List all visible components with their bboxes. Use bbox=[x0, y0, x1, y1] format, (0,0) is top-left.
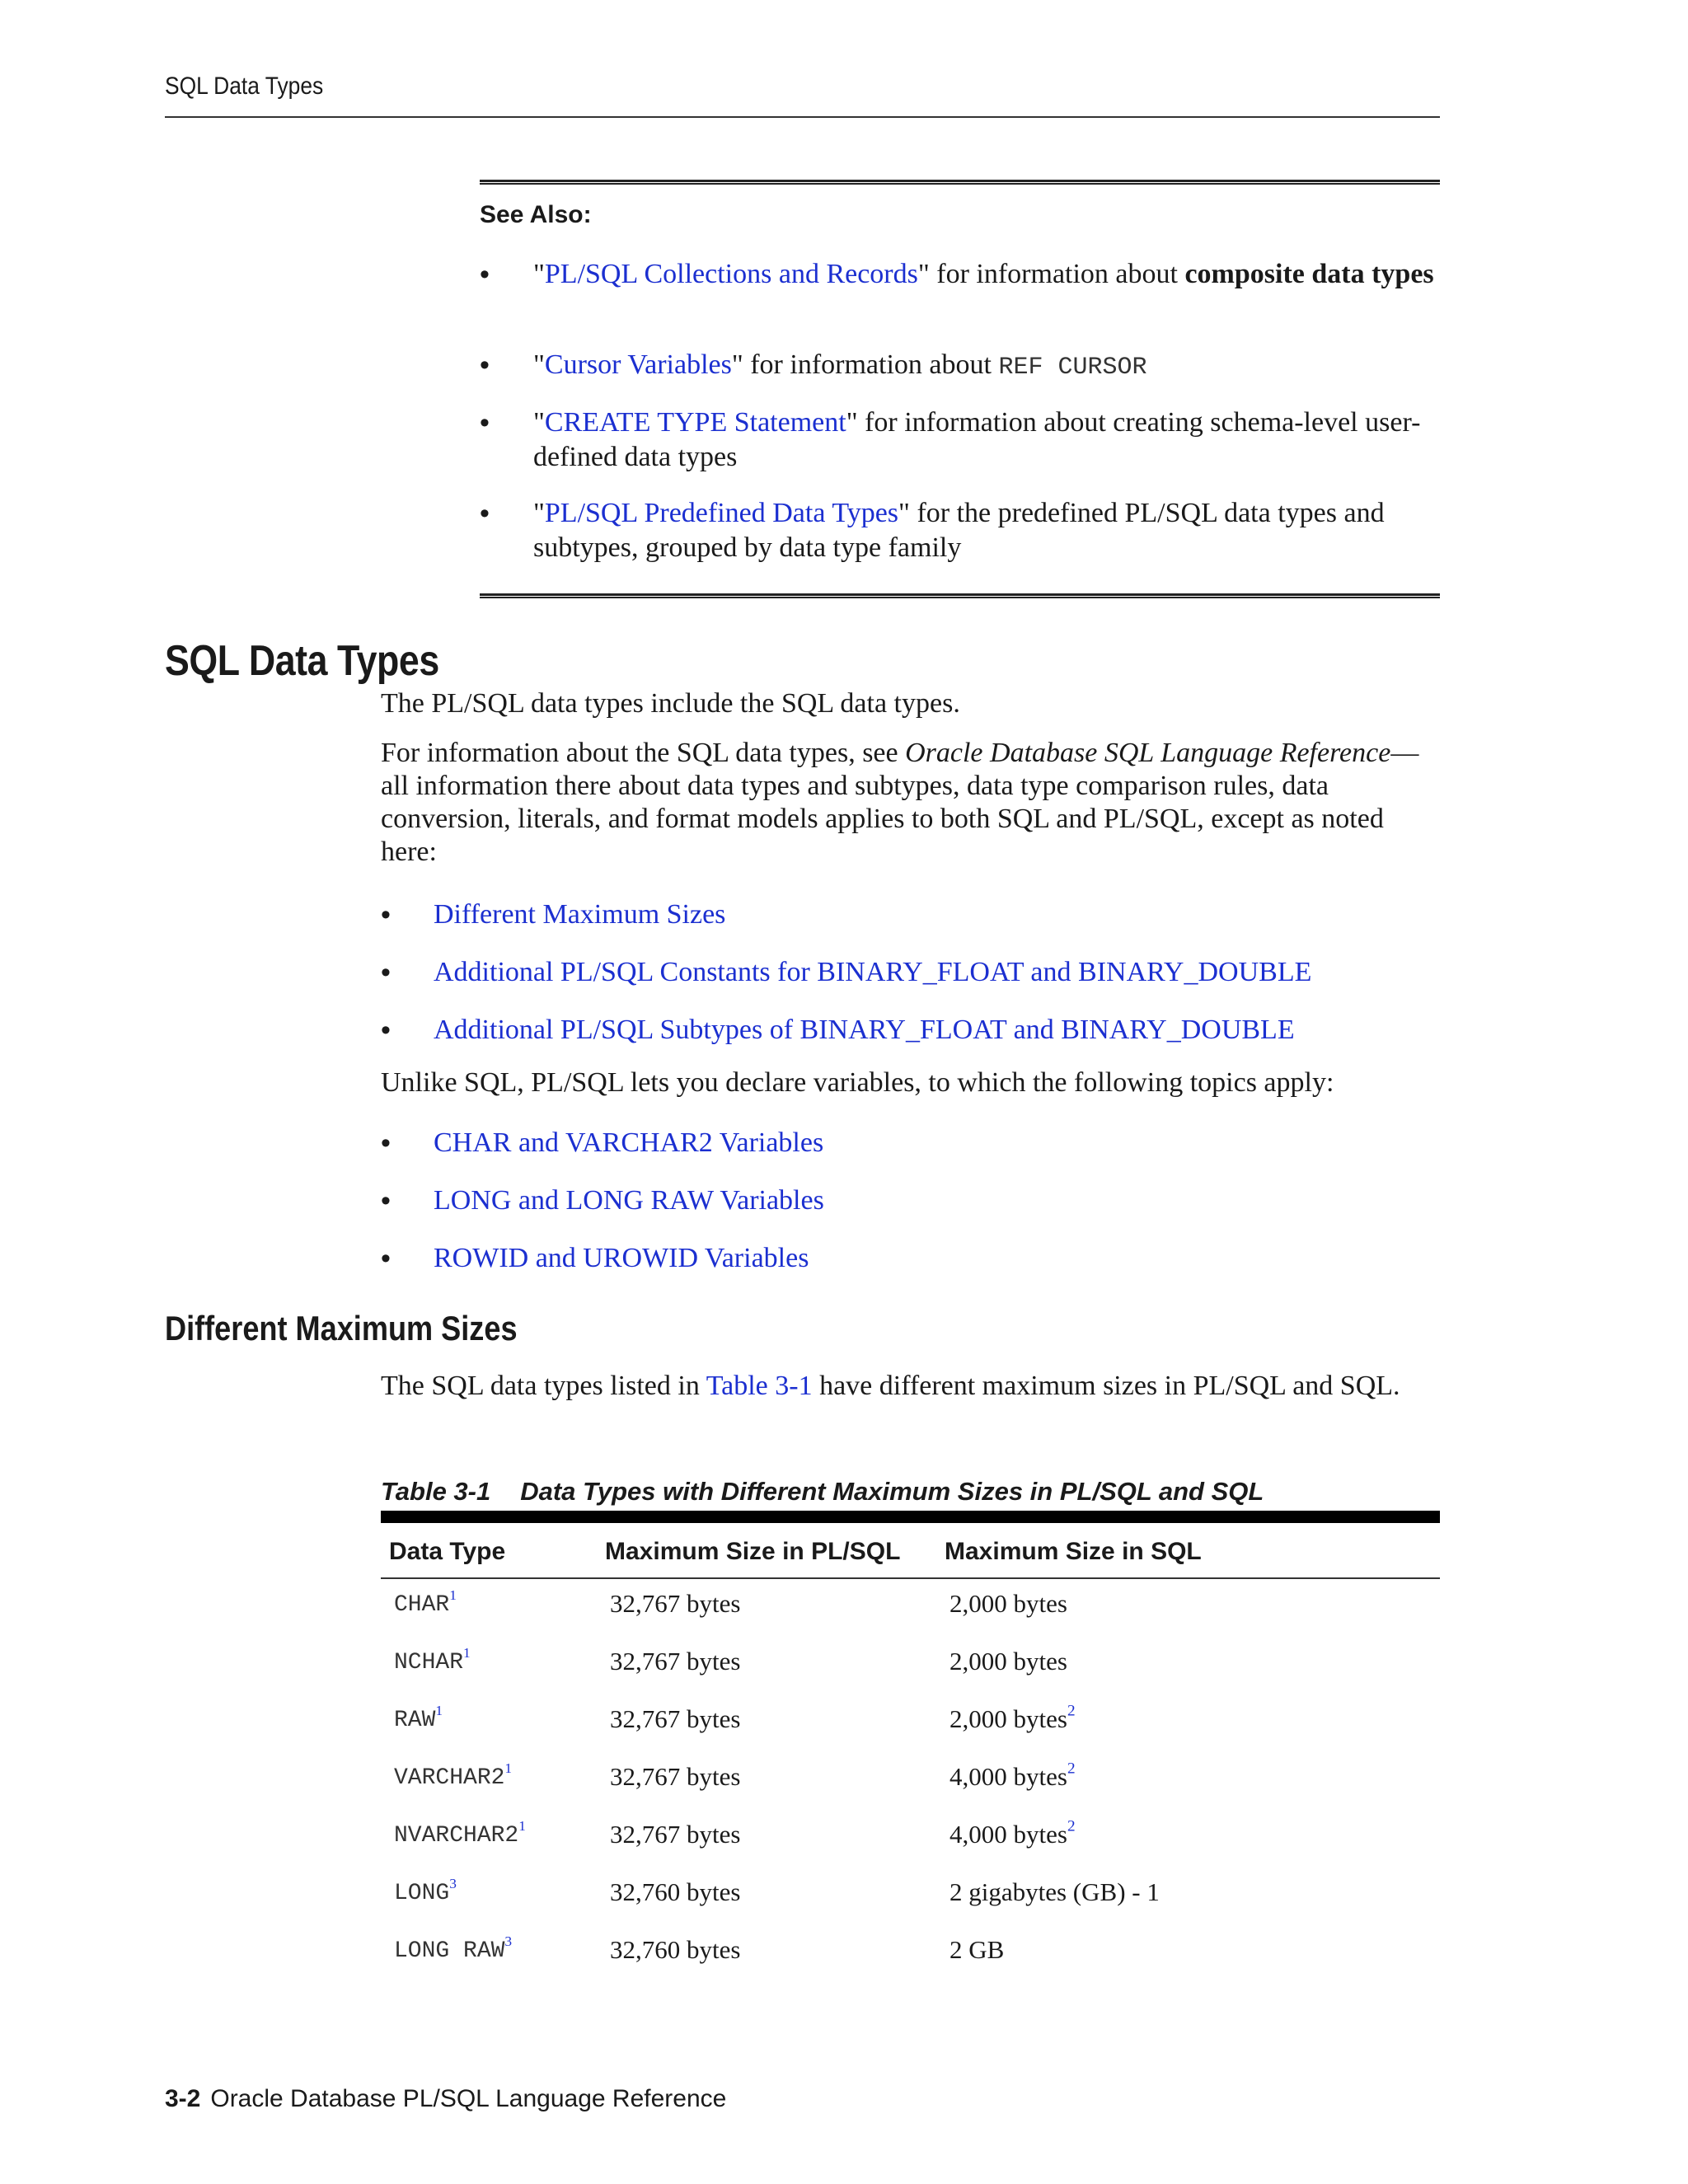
header-rule bbox=[165, 116, 1440, 118]
sql-size-value: 2,000 bytes bbox=[950, 1589, 1067, 1618]
table-header-rule bbox=[381, 1577, 1440, 1579]
link-cursor-variables[interactable]: Cursor Variables bbox=[544, 349, 732, 380]
table-cell-data-type bbox=[394, 1702, 443, 1736]
list-item bbox=[381, 956, 1311, 989]
table-cell-plsql-size: 32,767 bytes bbox=[610, 1762, 741, 1791]
table-cell-sql-size bbox=[950, 1935, 1004, 1965]
subsection-paragraph bbox=[381, 1370, 1444, 1403]
table-caption-text: Data Types with Different Maximum Sizes in PL/SQL and SQL bbox=[520, 1477, 1264, 1506]
para-text: have different maximum sizes in PL/SQL and SQL. bbox=[812, 1371, 1400, 1401]
bullet-icon: • bbox=[480, 407, 490, 438]
see-also-title: See Also: bbox=[480, 201, 592, 228]
table-caption bbox=[381, 1477, 1264, 1507]
page-number: 3-2 bbox=[165, 2085, 201, 2112]
link-long-raw-variables[interactable]: LONG and LONG RAW Variables bbox=[434, 1185, 824, 1216]
subsection-title: Different Maximum Sizes bbox=[165, 1309, 518, 1347]
para-text: —all information there about data types and subtypes, data type comparison rules, data conversion, literals, and format models applies to both SQL and PL/SQL, except as noted here: bbox=[381, 738, 1419, 867]
data-type-name: CHAR bbox=[394, 1592, 450, 1618]
footnote-ref[interactable]: 1 bbox=[449, 1586, 457, 1603]
table-cell-sql-size bbox=[950, 1762, 1076, 1792]
bullet-icon: • bbox=[480, 259, 490, 290]
table-top-bar bbox=[381, 1511, 1440, 1523]
table-cell-plsql-size: 32,767 bytes bbox=[610, 1820, 741, 1849]
variables-paragraph: Unlike SQL, PL/SQL lets you declare variables, to which the following topics apply: bbox=[381, 1067, 1334, 1098]
footnote-ref[interactable]: 1 bbox=[504, 1760, 513, 1776]
column-header-plsql-size: Maximum Size in PL/SQL bbox=[605, 1538, 901, 1565]
table-cell-data-type bbox=[394, 1760, 513, 1793]
footnote-ref[interactable]: 3 bbox=[449, 1875, 457, 1891]
see-also-box bbox=[480, 180, 1440, 600]
column-header-sql-size: Maximum Size in SQL bbox=[945, 1538, 1202, 1565]
list-item bbox=[381, 1242, 809, 1275]
intro-paragraph: The PL/SQL data types include the SQL data types. bbox=[381, 688, 960, 719]
list-item bbox=[381, 1014, 1295, 1047]
see-also-text: for information about creating schema-level user-defined data types bbox=[533, 407, 1421, 472]
data-type-name: RAW bbox=[394, 1708, 436, 1733]
footnote-ref[interactable]: 2 bbox=[1067, 1702, 1076, 1720]
list-item bbox=[381, 1127, 823, 1160]
footnote-ref[interactable]: 1 bbox=[463, 1644, 471, 1661]
see-also-top-rule bbox=[480, 180, 1440, 185]
bullet-icon: • bbox=[480, 349, 490, 381]
data-type-name: NVARCHAR2 bbox=[394, 1823, 519, 1849]
data-type-name: LONG bbox=[394, 1881, 450, 1906]
table-cell-sql-size bbox=[950, 1704, 1076, 1734]
list-item bbox=[381, 1184, 824, 1217]
footnote-ref[interactable]: 2 bbox=[1067, 1817, 1076, 1835]
running-header: SQL Data Types bbox=[165, 73, 324, 100]
see-also-code: REF CURSOR bbox=[998, 354, 1147, 382]
data-type-name: NCHAR bbox=[394, 1650, 464, 1675]
link-rowid-urowid-variables[interactable]: ROWID and UROWID Variables bbox=[434, 1243, 809, 1273]
see-also-text: for information about bbox=[743, 349, 999, 380]
sql-size-value: 2 gigabytes (GB) - 1 bbox=[950, 1877, 1160, 1906]
table-cell-data-type bbox=[394, 1875, 457, 1909]
table-cell-data-type bbox=[394, 1817, 526, 1851]
table-cell-data-type bbox=[394, 1933, 513, 1966]
sql-size-value: 2 GB bbox=[950, 1935, 1005, 1964]
section-title: SQL Data Types bbox=[165, 637, 439, 685]
bullet-icon: • bbox=[381, 1243, 391, 1274]
table-cell-sql-size bbox=[950, 1817, 1076, 1849]
book-title: Oracle Database SQL Language Reference bbox=[905, 738, 1391, 768]
footnote-ref[interactable]: 1 bbox=[435, 1702, 443, 1718]
see-also-text: for the predefined PL/SQL data types and subtypes, grouped by data type family bbox=[533, 498, 1385, 563]
see-also-text: for information about bbox=[929, 259, 1185, 289]
column-header-data-type: Data Type bbox=[389, 1538, 506, 1565]
table-cell-sql-size bbox=[950, 1647, 1067, 1676]
see-also-bold-text: composite data types bbox=[1184, 259, 1434, 289]
link-create-type-statement[interactable]: CREATE TYPE Statement bbox=[544, 407, 846, 438]
link-predefined-data-types[interactable]: PL/SQL Predefined Data Types bbox=[544, 498, 899, 528]
table-cell-data-type bbox=[394, 1644, 471, 1678]
reference-paragraph bbox=[381, 737, 1444, 869]
table-cell-sql-size bbox=[950, 1877, 1160, 1907]
bullet-icon: • bbox=[480, 498, 490, 529]
table-cell-plsql-size: 32,767 bytes bbox=[610, 1589, 741, 1618]
bullet-icon: • bbox=[381, 1185, 391, 1216]
table-cell-data-type bbox=[394, 1586, 457, 1620]
sql-size-value: 2,000 bytes bbox=[950, 1647, 1067, 1675]
table-caption-label: Table 3-1 bbox=[381, 1477, 491, 1506]
running-footer bbox=[165, 2085, 726, 2113]
table-cell-plsql-size: 32,767 bytes bbox=[610, 1704, 741, 1733]
data-type-name: LONG RAW bbox=[394, 1938, 505, 1964]
link-char-varchar2-variables[interactable]: CHAR and VARCHAR2 Variables bbox=[434, 1127, 824, 1158]
table-cell-sql-size bbox=[950, 1589, 1067, 1619]
link-different-maximum-sizes[interactable]: Different Maximum Sizes bbox=[434, 899, 726, 930]
table-cell-plsql-size: 32,760 bytes bbox=[610, 1935, 741, 1964]
table-cell-plsql-size: 32,760 bytes bbox=[610, 1877, 741, 1906]
data-type-name: VARCHAR2 bbox=[394, 1765, 505, 1791]
para-text: For information about the SQL data types, see bbox=[381, 738, 906, 768]
link-additional-subtypes[interactable]: Additional PL/SQL Subtypes of BINARY_FLOAT and BINARY_DOUBLE bbox=[434, 1015, 1295, 1045]
para-text: The SQL data types listed in bbox=[381, 1371, 706, 1401]
footnote-ref[interactable]: 3 bbox=[504, 1933, 513, 1949]
list-item bbox=[381, 898, 725, 931]
sql-size-value: 4,000 bytes bbox=[950, 1820, 1067, 1849]
footnote-ref[interactable]: 2 bbox=[1067, 1760, 1076, 1778]
sql-size-value: 2,000 bytes bbox=[950, 1704, 1067, 1733]
bullet-icon: • bbox=[381, 1127, 391, 1159]
link-additional-constants[interactable]: Additional PL/SQL Constants for BINARY_FLOAT and BINARY_DOUBLE bbox=[434, 957, 1312, 987]
see-also-item: • "Cursor Variables" for information about REF CURSOR bbox=[480, 349, 1147, 382]
bullet-icon: • bbox=[381, 899, 391, 930]
see-also-item: • "PL/SQL Collections and Records" for information about composite data types bbox=[480, 259, 1434, 290]
link-collections-and-records[interactable]: PL/SQL Collections and Records bbox=[544, 259, 918, 289]
bullet-icon: • bbox=[381, 957, 391, 988]
see-also-item: • "CREATE TYPE Statement" for information about creating schema-level user-defined data types bbox=[480, 407, 1421, 472]
see-also-item: • "PL/SQL Predefined Data Types" for the predefined PL/SQL data types and subtypes, grouped by data type family bbox=[480, 498, 1385, 563]
see-also-bottom-rule bbox=[480, 593, 1440, 598]
link-table-3-1[interactable]: Table 3-1 bbox=[706, 1371, 813, 1401]
sql-size-value: 4,000 bytes bbox=[950, 1762, 1067, 1791]
bullet-icon: • bbox=[381, 1015, 391, 1046]
book-title-footer: Oracle Database PL/SQL Language Reference bbox=[210, 2085, 727, 2112]
footnote-ref[interactable]: 1 bbox=[518, 1817, 526, 1834]
table-cell-plsql-size: 32,767 bytes bbox=[610, 1647, 741, 1675]
